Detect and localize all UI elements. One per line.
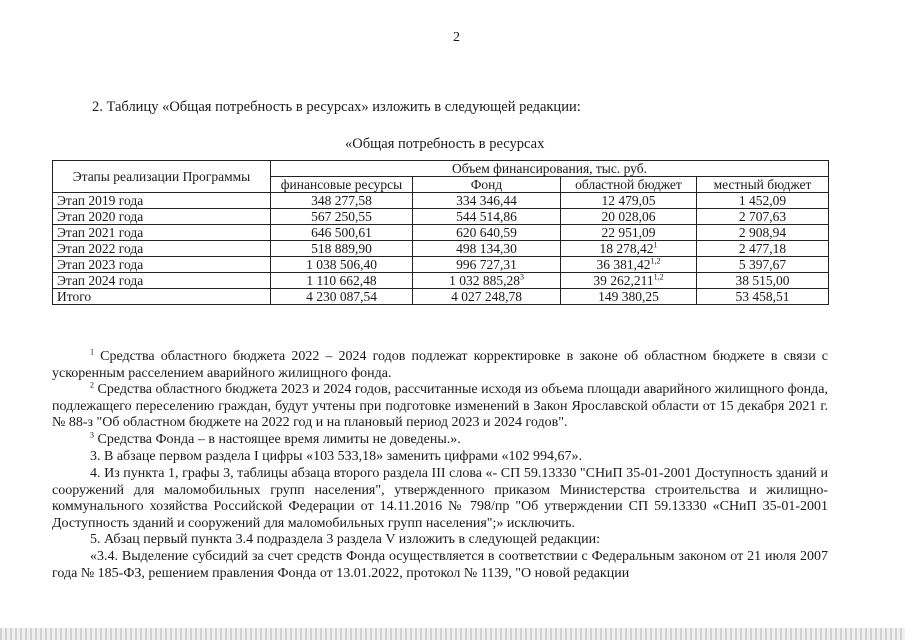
cell-regional-value: 20 028,06 [601, 209, 656, 224]
footnote-1-text: Средства областного бюджета 2022 – 2024 годов подлежат корректировке в законе об областном бюджете в связи с ускоренным расселением аварийного жилищного фонда. [52, 349, 829, 381]
cell-fund-footnote-mark: 3 [519, 272, 524, 282]
resources-table [52, 160, 829, 305]
table-row [53, 289, 829, 305]
cell-financial-value: 646 500,61 [311, 225, 372, 240]
row-label [53, 257, 271, 273]
row-label-value: Этап 2024 года [57, 273, 144, 288]
cell-local-value: 5 397,67 [738, 257, 787, 272]
cell-regional-value: 22 951,09 [601, 225, 656, 240]
table-row [53, 257, 829, 273]
cell-regional-value: 39 262,211 [593, 273, 654, 288]
cell-financial [271, 209, 413, 225]
cell-financial-value: 567 250,55 [311, 209, 372, 224]
table-caption: «Общая потребность в ресурсах [345, 136, 545, 152]
row-label-value: Итого [57, 289, 92, 304]
funding-header: Объем финансирования, тыс. руб. [271, 161, 829, 177]
cell-local [697, 225, 829, 241]
cell-local [697, 193, 829, 209]
cell-regional [561, 289, 697, 305]
row-label [53, 209, 271, 225]
row-label [53, 225, 271, 241]
cell-regional [561, 241, 697, 257]
cell-financial [271, 289, 413, 305]
col-header-financial: финансовые ресурсы [271, 177, 413, 193]
cell-local-value: 53 458,51 [735, 289, 790, 304]
cell-regional-footnote-mark: 1,2 [650, 256, 661, 266]
col-header-fund: Фонд [413, 177, 561, 193]
cell-regional-footnote-mark: 1,2 [653, 272, 664, 282]
cell-local [697, 209, 829, 225]
cell-local [697, 273, 829, 289]
cell-regional [561, 193, 697, 209]
cell-local-value: 2 707,63 [738, 209, 787, 224]
row-label [53, 193, 271, 209]
page-number: 2 [453, 30, 460, 45]
footnote-2-text: Средства областного бюджета 2023 и 2024 годов, рассчитанные исходя из объема площади аварийного жилищного фонда, подлежащего переселению граждан, будут учтены при подготовке изменений в Закон Ярославской области от 15 декабря 2021 г. № 88-з "Об областном бюджете на 2022 год и на плановый период 2023 и 2024 годов". [52, 382, 829, 430]
cell-regional [561, 273, 697, 289]
cell-financial-value: 1 110 662,48 [306, 273, 377, 288]
row-label-value: Этап 2022 года [57, 241, 144, 256]
cell-fund-value: 544 514,86 [456, 209, 517, 224]
row-label [53, 289, 271, 305]
table-row [53, 225, 829, 241]
cell-regional-value: 36 381,42 [596, 257, 651, 272]
cell-regional [561, 209, 697, 225]
cell-financial-value: 348 277,58 [311, 193, 372, 208]
cell-fund [413, 209, 561, 225]
cell-fund-value: 498 134,30 [456, 241, 517, 256]
cell-local-value: 38 515,00 [735, 273, 790, 288]
cell-fund [413, 257, 561, 273]
cell-financial [271, 257, 413, 273]
footnote-3 [52, 432, 828, 449]
cell-local-value: 2 908,94 [738, 225, 787, 240]
cell-fund [413, 289, 561, 305]
cell-local [697, 289, 829, 305]
table-row [53, 193, 829, 209]
cell-local-value: 2 477,18 [738, 241, 787, 256]
cell-local [697, 257, 829, 273]
cell-financial [271, 193, 413, 209]
cell-fund [413, 241, 561, 257]
table-row [53, 209, 829, 225]
table-row [53, 273, 829, 289]
cell-fund [413, 273, 561, 289]
footnote-2 [52, 382, 828, 432]
cell-financial-value: 1 038 506,40 [306, 257, 377, 272]
cell-regional [561, 225, 697, 241]
row-label-value: Этап 2020 года [57, 209, 144, 224]
cell-fund [413, 193, 561, 209]
cell-financial [271, 225, 413, 241]
cell-fund-value: 1 032 885,28 [449, 273, 520, 288]
cell-financial-value: 518 889,90 [311, 241, 372, 256]
cell-fund-value: 620 640,59 [456, 225, 517, 240]
cell-regional-footnote-mark: 1 [653, 240, 658, 250]
footnote-3-text: Средства Фонда – в настоящее время лимиты не доведены.». [97, 432, 461, 447]
cell-fund-value: 996 727,31 [456, 257, 517, 272]
row-label-value: Этап 2019 года [57, 193, 144, 208]
cell-financial [271, 273, 413, 289]
cell-regional-value: 149 380,25 [598, 289, 659, 304]
cell-fund-value: 334 346,44 [456, 193, 517, 208]
cell-regional-value: 12 479,05 [601, 193, 656, 208]
cell-local-value: 1 452,09 [738, 193, 787, 208]
row-label-value: Этап 2023 года [57, 257, 144, 272]
paragraph-5: 5. Абзац первый пункта 3.4 подраздела 3 раздела V изложить в следующей редакции: [90, 532, 600, 547]
footnote-1-mark: 1 [90, 347, 94, 357]
cell-fund [413, 225, 561, 241]
paragraph-6: «3.4. Выделение субсидий за счет средств Фонда осуществляется в соответствии с Федеральным законом от 21 июля 2007 года № 185-ФЗ, решением правления Фонда от 13.01.2022, протокол № 1139, "О новой редакции [52, 549, 828, 581]
table-row [53, 241, 829, 257]
paragraph-4: 4. Из пункта 1, графы 3, таблицы абзаца второго раздела III слова «- СП 59.13330 "СНиП 35-01-2001 Доступность зданий и сооружений для маломобильных групп населения", утвержденного приказом Министерства строительства и жилищно-коммунального хозяйства Российской Федерации от 14.11.2016 № 798/пр "Об утверждении СП 59.13330 «СНиП 35-01-2001 Доступность зданий и сооружений для маломобильных групп населения";» исключить. [52, 466, 828, 531]
cell-financial [271, 241, 413, 257]
paragraph-3: 3. В абзаце первом раздела I цифры «103 533,18» заменить цифрами «102 994,67». [90, 449, 583, 464]
row-label [53, 241, 271, 257]
footnote-3-mark: 3 [90, 430, 94, 440]
col-header-local: местный бюджет [697, 177, 829, 193]
footnote-1 [52, 349, 828, 382]
cell-regional-value: 18 278,42 [599, 241, 654, 256]
stage-header: Этапы реализации Программы [53, 161, 271, 193]
cell-local [697, 241, 829, 257]
cell-financial-value: 4 230 087,54 [306, 289, 377, 304]
section-heading: 2. Таблицу «Общая потребность в ресурсах» изложить в следующей редакции: [92, 99, 581, 115]
footnote-2-mark: 2 [90, 380, 94, 390]
cell-fund-value: 4 027 248,78 [451, 289, 522, 304]
row-label [53, 273, 271, 289]
scan-artifact-strip [0, 628, 905, 640]
cell-regional [561, 257, 697, 273]
col-header-regional: областной бюджет [561, 177, 697, 193]
row-label-value: Этап 2021 года [57, 225, 144, 240]
